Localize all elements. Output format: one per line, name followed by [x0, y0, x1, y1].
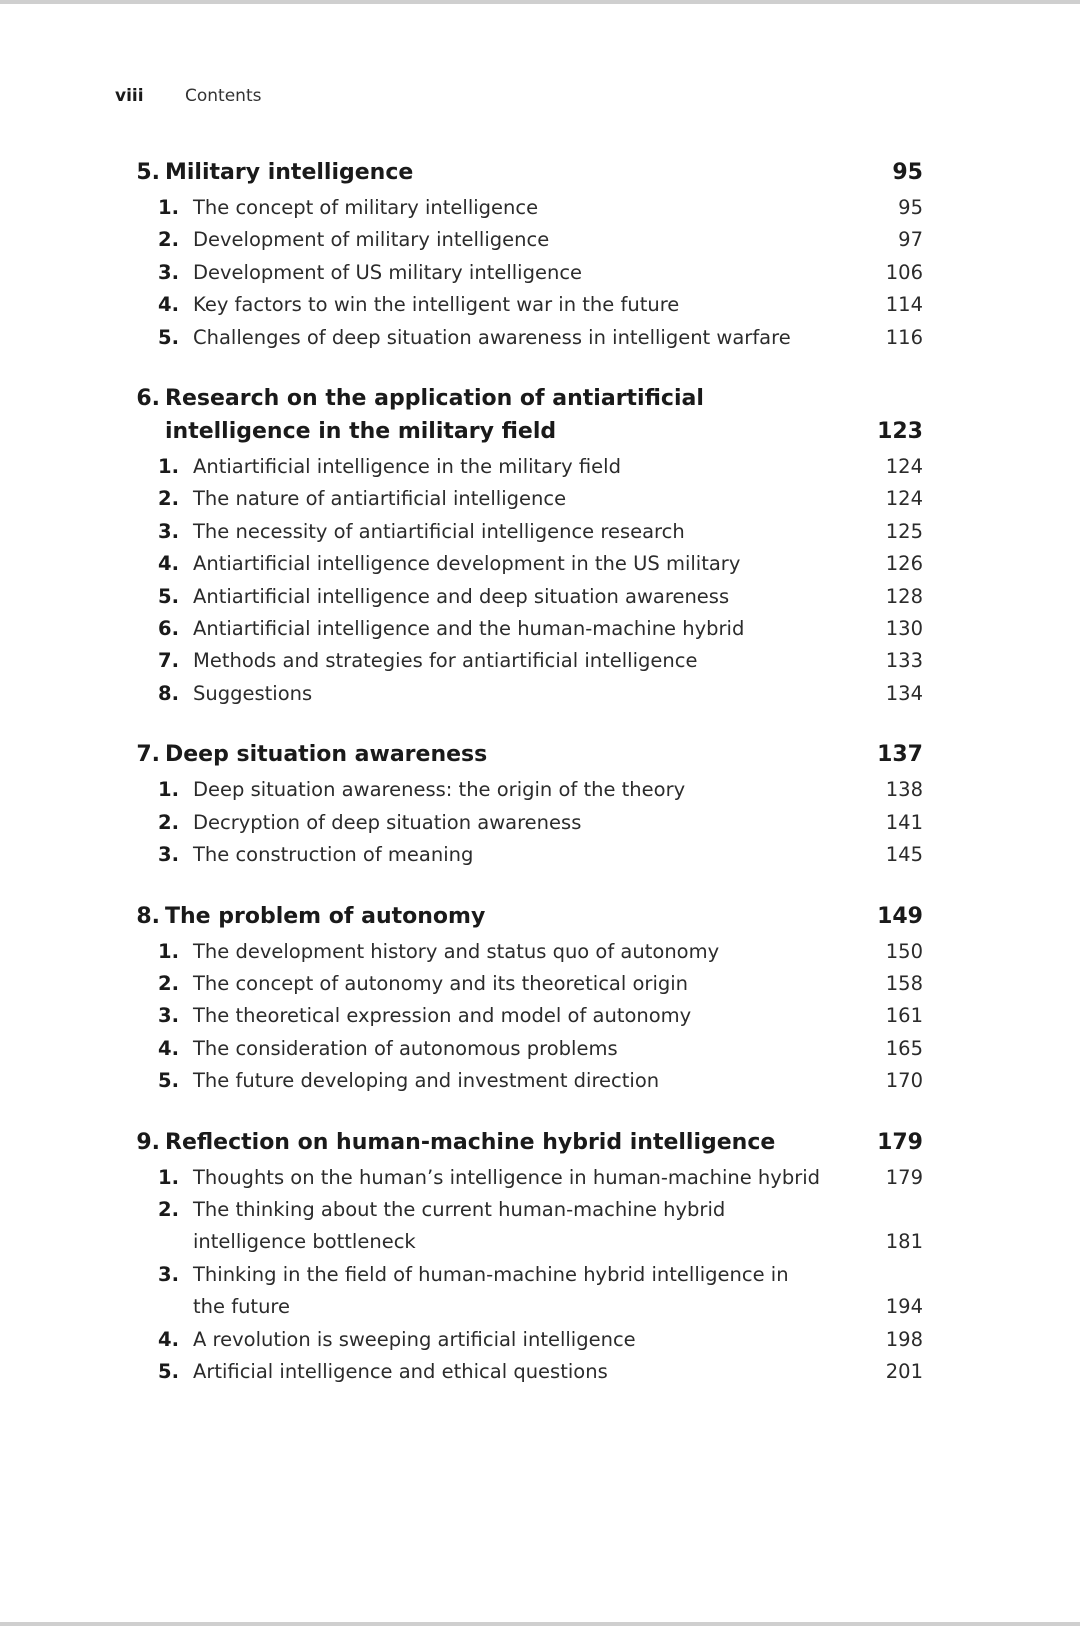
toc-section-entry[interactable]: [115, 613, 923, 645]
section-title: The concept of military intelligence: [193, 196, 539, 219]
chapter-number: 7.: [136, 742, 160, 768]
section-title: Development of military intelligence: [193, 228, 550, 252]
section-number: 5.: [158, 1069, 179, 1093]
section-title: Challenges of deep situation awareness in intelligent warfare: [193, 325, 791, 349]
toc-section-entry[interactable]: [115, 1324, 923, 1356]
running-head: [115, 86, 261, 106]
section-page-number: 95: [898, 196, 923, 219]
section-number: 1.: [158, 778, 179, 802]
chapter-heading[interactable]: [115, 900, 923, 933]
chapter-heading[interactable]: [115, 1126, 923, 1159]
chapter-title: Deep situation awareness: [165, 742, 488, 768]
toc-section-entry[interactable]: [115, 645, 923, 677]
section-number: 2.: [158, 810, 179, 834]
section-title: Artificial intelligence and ethical questions: [193, 1359, 608, 1383]
section-number: 2.: [158, 487, 179, 511]
section-title: The future developing and investment direction: [193, 1069, 660, 1093]
toc-section-entry[interactable]: [115, 516, 923, 548]
toc-section-entry[interactable]: [115, 1194, 923, 1259]
toc-section-entry[interactable]: [115, 257, 923, 289]
bottom-border: [0, 1622, 1080, 1626]
toc-chapter: [115, 738, 923, 871]
chapter-number: 8.: [136, 903, 160, 929]
toc-section-entry[interactable]: [115, 678, 923, 710]
section-title: Antiartificial intelligence development in the US military: [193, 552, 741, 576]
section-title: A revolution is sweeping artificial intelligence: [193, 1327, 636, 1351]
section-page-number: 170: [885, 1069, 923, 1093]
section-number: 2.: [158, 1197, 179, 1221]
chapter-page-number: 137: [877, 742, 923, 768]
toc-section-entry[interactable]: [115, 1065, 923, 1097]
section-title: Methods and strategies for antiartificial intelligence: [193, 649, 698, 673]
section-number: 8.: [158, 681, 179, 705]
section-number: 5.: [158, 584, 179, 608]
section-page-number: 201: [885, 1359, 923, 1383]
section-title: The consideration of autonomous problems: [193, 1036, 618, 1060]
section-page-number: 106: [885, 260, 923, 284]
section-title: Suggestions: [193, 681, 313, 705]
section-title: Decryption of deep situation awareness: [193, 810, 582, 834]
section-number: 5.: [158, 325, 179, 349]
toc-section-entry[interactable]: [115, 581, 923, 613]
section-page-number: 134: [885, 681, 923, 705]
toc-section-entry[interactable]: [115, 451, 923, 483]
section-title: Antiartificial intelligence in the military field: [193, 455, 621, 479]
section-title: The thinking about the current human-machine hybrid intelligence bottleneck: [193, 1197, 726, 1254]
toc-section-entry[interactable]: [115, 839, 923, 871]
toc-section-entry[interactable]: [115, 483, 923, 515]
section-page-number: 126: [885, 552, 923, 576]
section-number: 5.: [158, 1359, 179, 1383]
section-page-number: 124: [885, 487, 923, 511]
section-number: 1.: [158, 196, 179, 219]
section-title: The construction of meaning: [193, 843, 474, 867]
chapter-page-number: 149: [877, 903, 923, 929]
section-number: 2.: [158, 971, 179, 995]
chapter-number: 5.: [136, 160, 160, 185]
section-number: 3.: [158, 1262, 179, 1286]
toc-section-entry[interactable]: [115, 1033, 923, 1065]
section-number: 4.: [158, 552, 179, 576]
toc-chapter: [115, 1126, 923, 1389]
section-number: 4.: [158, 1036, 179, 1060]
section-page-number: 198: [885, 1327, 923, 1351]
section-page-number: 141: [885, 810, 923, 834]
chapter-number: 6.: [136, 386, 160, 412]
section-title: The theoretical expression and model of autonomy: [193, 1004, 692, 1028]
section-number: 3.: [158, 519, 179, 543]
toc-section-entry[interactable]: [115, 1356, 923, 1388]
chapter-page-number: 179: [877, 1129, 923, 1155]
page-folio: viii: [115, 86, 144, 106]
toc-section-entry[interactable]: [115, 548, 923, 580]
section-number: 1.: [158, 939, 179, 963]
section-page-number: 116: [885, 325, 923, 349]
toc-section-entry[interactable]: [115, 1259, 923, 1324]
section-number: 4.: [158, 1327, 179, 1351]
section-number: 7.: [158, 649, 179, 673]
section-title: Development of US military intelligence: [193, 260, 583, 284]
toc-section-entry[interactable]: [115, 1162, 923, 1194]
toc-chapter: [115, 156, 923, 354]
toc-section-entry[interactable]: [115, 289, 923, 321]
section-page-number: 138: [885, 778, 923, 802]
section-title: The nature of antiartificial intelligence: [193, 487, 567, 511]
chapter-title: Research on the application of antiartificial intelligence in the military field: [165, 386, 704, 445]
section-number: 6.: [158, 617, 179, 641]
section-number: 3.: [158, 260, 179, 284]
chapter-title: The problem of autonomy: [165, 903, 486, 929]
section-page-number: 145: [885, 843, 923, 867]
running-title: Contents: [185, 86, 262, 106]
section-title: Antiartificial intelligence and deep situation awareness: [193, 584, 730, 608]
section-number: 1.: [158, 455, 179, 479]
top-border: [0, 0, 1080, 4]
toc-section-entry[interactable]: [115, 936, 923, 968]
section-number: 3.: [158, 843, 179, 867]
chapter-page-number: 95: [892, 160, 923, 185]
section-page-number: 181: [885, 1230, 923, 1254]
section-page-number: 128: [885, 584, 923, 608]
section-number: 4.: [158, 293, 179, 317]
section-page-number: 125: [885, 519, 923, 543]
chapter-page-number: 123: [877, 419, 923, 445]
section-title: Thinking in the field of human-machine hybrid intelligence in the future: [193, 1262, 789, 1319]
section-page-number: 161: [885, 1004, 923, 1028]
section-page-number: 114: [885, 293, 923, 317]
toc-section-entry[interactable]: [115, 774, 923, 806]
section-title: The concept of autonomy and its theoretical origin: [193, 971, 689, 995]
chapter-number: 9.: [136, 1129, 160, 1155]
toc-section-entry[interactable]: [115, 807, 923, 839]
section-title: Thoughts on the human’s intelligence in human-machine hybrid: [193, 1165, 821, 1189]
section-page-number: 165: [885, 1036, 923, 1060]
section-title: Deep situation awareness: the origin of the theory: [193, 778, 686, 802]
toc-section-entry[interactable]: [115, 192, 923, 224]
chapter-heading[interactable]: [115, 156, 923, 189]
toc-section-entry[interactable]: [115, 224, 923, 256]
toc-section-entry[interactable]: [115, 1000, 923, 1032]
section-title: Key factors to win the intelligent war in the future: [193, 293, 680, 317]
toc-section-entry[interactable]: [115, 322, 923, 354]
section-page-number: 97: [898, 228, 923, 252]
section-number: 1.: [158, 1165, 179, 1189]
section-page-number: 133: [885, 649, 923, 673]
table-of-contents: [115, 156, 923, 1388]
toc-section-entry[interactable]: [115, 968, 923, 1000]
chapter-heading[interactable]: [115, 738, 923, 771]
section-title: Antiartificial intelligence and the human-machine hybrid: [193, 617, 745, 641]
section-title: The development history and status quo of autonomy: [193, 939, 720, 963]
section-number: 3.: [158, 1004, 179, 1028]
section-page-number: 194: [885, 1295, 923, 1319]
chapter-title: Reflection on human-machine hybrid intelligence: [165, 1129, 776, 1155]
section-page-number: 130: [885, 617, 923, 641]
toc-chapter: [115, 382, 923, 710]
section-page-number: 150: [885, 939, 923, 963]
section-number: 2.: [158, 228, 179, 252]
toc-chapter: [115, 900, 923, 1098]
section-title: The necessity of antiartificial intelligence research: [193, 519, 685, 543]
chapter-heading[interactable]: [115, 382, 923, 448]
chapter-title: Military intelligence: [165, 160, 414, 185]
section-page-number: 179: [885, 1165, 923, 1189]
section-page-number: 124: [885, 455, 923, 479]
section-page-number: 158: [885, 971, 923, 995]
